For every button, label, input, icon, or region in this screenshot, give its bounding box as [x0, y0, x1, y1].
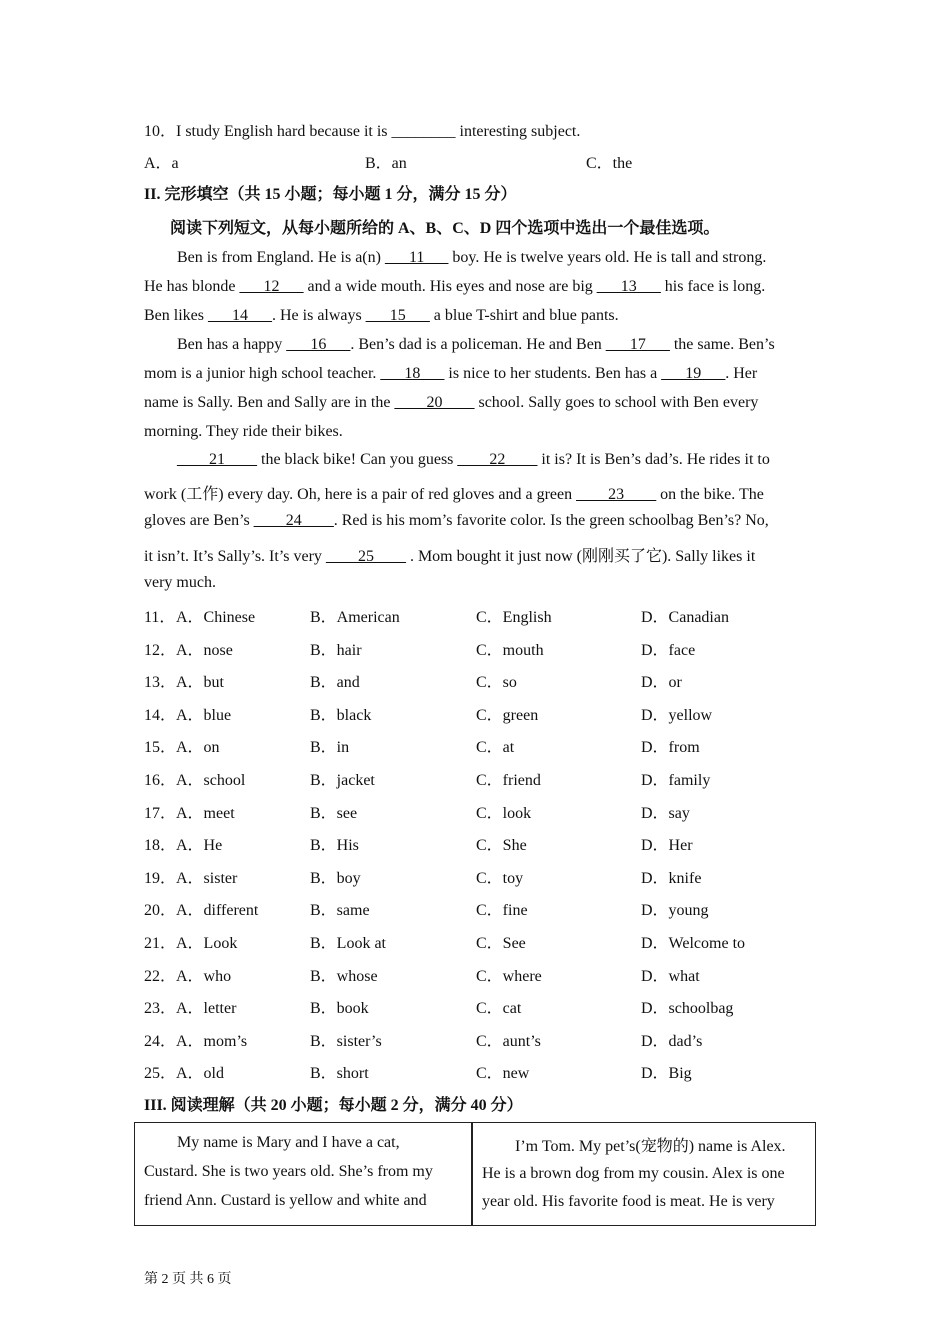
option-a: A．different — [176, 902, 259, 919]
section-2-instruction: 阅读下列短文，从每小题所给的 A、B、C、D 四个选项中选出一个最佳选项。 — [170, 220, 720, 237]
question-10-stem: 10．I study English hard because it is ________ interesting subject. — [144, 123, 581, 140]
option-b: B．sister’s — [310, 1033, 382, 1050]
option-b: B．jacket — [310, 772, 375, 789]
option-a: A．on — [176, 739, 220, 756]
option-b: B．see — [310, 805, 358, 822]
option-c: C．See — [476, 935, 526, 952]
option-d: D．knife — [641, 870, 702, 887]
text-run: Ben likes — [144, 307, 208, 324]
option-question-number: 20． — [144, 902, 177, 919]
passage-line — [144, 512, 769, 530]
text-run: boy. He is twelve years old. He is tall and strong. — [448, 249, 767, 266]
option-b: B．same — [310, 902, 370, 919]
text-run: it isn’t. It’s Sally’s. It’s very — [144, 548, 326, 565]
option-a: A．mom’s — [176, 1033, 248, 1050]
option-b: B．book — [310, 1000, 369, 1017]
text-run: the black bike! Can you guess — [257, 451, 458, 468]
text-run: his face is long. — [660, 278, 766, 295]
reading-right-line: I’m Tom. My pet’s(宠物的) name is Alex. — [515, 1138, 786, 1155]
reading-left-line: My name is Mary and I have a cat, — [177, 1134, 400, 1151]
option-a: A．Chinese — [176, 609, 256, 626]
text-run: and a wide mouth. His eyes and nose are big — [303, 278, 597, 295]
passage-line — [144, 394, 758, 412]
option-b: B．and — [310, 674, 360, 691]
option-c: C．English — [476, 609, 552, 626]
blank-16: ___16___ — [286, 336, 351, 353]
question-10-option-b: B．an — [365, 155, 407, 172]
option-question-number: 14． — [144, 707, 177, 724]
text-run: mom is a junior high school teacher. — [144, 365, 381, 382]
option-b: B．hair — [310, 642, 362, 659]
passage-line — [144, 423, 343, 441]
text-run: Ben has a happy — [177, 336, 287, 353]
option-c: C．toy — [476, 870, 524, 887]
reading-left-line: Custard. She is two years old. She’s from my — [144, 1163, 433, 1180]
option-d: D．say — [641, 805, 690, 822]
text-run: . Mom bought it just now (刚刚买了它). Sally likes it — [405, 548, 756, 565]
option-c: C．new — [476, 1065, 530, 1082]
text-run: on the bike. The — [656, 486, 764, 503]
option-d: D．Welcome to — [641, 935, 746, 952]
option-question-number: 16． — [144, 772, 177, 789]
blank-21: ____21____ — [177, 451, 257, 468]
option-c: C．aunt’s — [476, 1033, 541, 1050]
option-b: B．black — [310, 707, 372, 724]
option-question-number: 19． — [144, 870, 177, 887]
option-c: C．where — [476, 968, 542, 985]
blank-24: ____24____ — [253, 512, 334, 529]
option-b: B．boy — [310, 870, 361, 887]
blank-19: ___19___ — [661, 365, 726, 382]
option-question-number: 17． — [144, 805, 177, 822]
option-a: A．meet — [176, 805, 235, 822]
option-a: A．He — [176, 837, 223, 854]
passage-line — [144, 307, 619, 325]
passage-line — [177, 249, 766, 267]
text-run: . He is always — [272, 307, 366, 324]
passage-line — [144, 278, 765, 296]
text-run: . Ben’s dad is a policeman. He and Ben — [350, 336, 606, 353]
section-2-heading: II. 完形填空（共 15 小题；每小题 1 分，满分 15 分） — [144, 186, 517, 203]
blank-25: ____25____ — [325, 548, 406, 565]
text-run: gloves are Ben’s — [144, 512, 254, 529]
option-c: C．mouth — [476, 642, 544, 659]
section-3-heading: III. 阅读理解（共 20 小题；每小题 2 分，满分 40 分） — [144, 1097, 523, 1114]
option-a: A．blue — [176, 707, 232, 724]
option-d: D．yellow — [641, 707, 713, 724]
option-b: B．American — [310, 609, 400, 626]
option-b: B．short — [310, 1065, 369, 1082]
question-10-option-c: C．the — [586, 155, 633, 172]
blank-13: ___13___ — [596, 278, 661, 295]
question-10-option-a: A．a — [144, 155, 179, 172]
option-a: A．sister — [176, 870, 238, 887]
option-question-number: 23． — [144, 1000, 177, 1017]
option-d: D．Canadian — [641, 609, 729, 626]
blank-14: ___14___ — [208, 307, 272, 324]
option-question-number: 25． — [144, 1065, 177, 1082]
option-c: C．green — [476, 707, 539, 724]
text-run: a blue T-shirt and blue pants. — [429, 307, 619, 324]
table-divider — [471, 1122, 473, 1226]
blank-12: ___12___ — [239, 278, 304, 295]
text-run: . Her — [725, 365, 758, 382]
option-a: A．school — [176, 772, 246, 789]
option-question-number: 13． — [144, 674, 177, 691]
option-c: C．cat — [476, 1000, 522, 1017]
option-question-number: 18． — [144, 837, 177, 854]
option-d: D．young — [641, 902, 709, 919]
option-d: D．what — [641, 968, 700, 985]
option-c: C．She — [476, 837, 527, 854]
blank-11: ___11___ — [384, 249, 449, 266]
option-question-number: 24． — [144, 1033, 177, 1050]
option-b: B．Look at — [310, 935, 386, 952]
text-run: work (工作) every day. Oh, here is a pair of red gloves and a green — [144, 486, 577, 503]
option-b: B．His — [310, 837, 359, 854]
text-run: is nice to her students. Ben has a — [444, 365, 662, 382]
option-b: B．in — [310, 739, 350, 756]
reading-right-line: He is a brown dog from my cousin. Alex is one — [482, 1165, 785, 1182]
option-a: A．letter — [176, 1000, 237, 1017]
passage-line — [177, 451, 770, 469]
blank-17: ___17___ — [605, 336, 670, 353]
option-question-number: 21． — [144, 935, 177, 952]
option-d: D．Her — [641, 837, 693, 854]
option-a: A．nose — [176, 642, 233, 659]
option-d: D．schoolbag — [641, 1000, 734, 1017]
text-run: Ben is from England. He is a(n) — [177, 249, 385, 266]
option-c: C．so — [476, 674, 517, 691]
blank-20: ____20____ — [394, 394, 475, 411]
option-a: A．old — [176, 1065, 225, 1082]
blank-23: ____23____ — [576, 486, 657, 503]
blank-15: ___15___ — [365, 307, 430, 324]
passage-line — [144, 481, 764, 504]
option-question-number: 12． — [144, 642, 177, 659]
text-run: very much. — [144, 574, 216, 591]
passage-line — [177, 336, 775, 354]
option-c: C．fine — [476, 902, 528, 919]
option-d: D．from — [641, 739, 700, 756]
reading-left-line: friend Ann. Custard is yellow and white and — [144, 1192, 427, 1209]
text-run: the same. Ben’s — [669, 336, 775, 353]
option-a: A．Look — [176, 935, 238, 952]
passage-line — [144, 543, 755, 566]
text-run: morning. They ride their bikes. — [144, 423, 343, 440]
option-c: C．look — [476, 805, 532, 822]
option-c: C．at — [476, 739, 515, 756]
text-run: it is? It is Ben’s dad’s. He rides it to — [537, 451, 770, 468]
text-run: He has blonde — [144, 278, 240, 295]
option-d: D．dad’s — [641, 1033, 703, 1050]
option-question-number: 15． — [144, 739, 177, 756]
blank-22: ____22____ — [457, 451, 538, 468]
option-d: D．or — [641, 674, 682, 691]
option-d: D．family — [641, 772, 711, 789]
option-question-number: 11． — [144, 609, 176, 626]
blank-18: ___18___ — [380, 365, 445, 382]
option-a: A．but — [176, 674, 225, 691]
option-d: D．Big — [641, 1065, 692, 1082]
option-a: A．who — [176, 968, 232, 985]
option-d: D．face — [641, 642, 696, 659]
passage-line — [144, 365, 757, 383]
text-run: name is Sally. Ben and Sally are in the — [144, 394, 395, 411]
text-run: school. Sally goes to school with Ben every — [474, 394, 759, 411]
reading-right-line: year old. His favorite food is meat. He is very — [482, 1193, 775, 1210]
option-question-number: 22． — [144, 968, 177, 985]
option-c: C．friend — [476, 772, 541, 789]
page-footer: 第 2 页 共 6 页 — [144, 1272, 232, 1287]
text-run: . Red is his mom’s favorite color. Is the green schoolbag Ben’s? No, — [333, 512, 769, 529]
option-b: B．whose — [310, 968, 378, 985]
passage-line — [144, 574, 216, 592]
